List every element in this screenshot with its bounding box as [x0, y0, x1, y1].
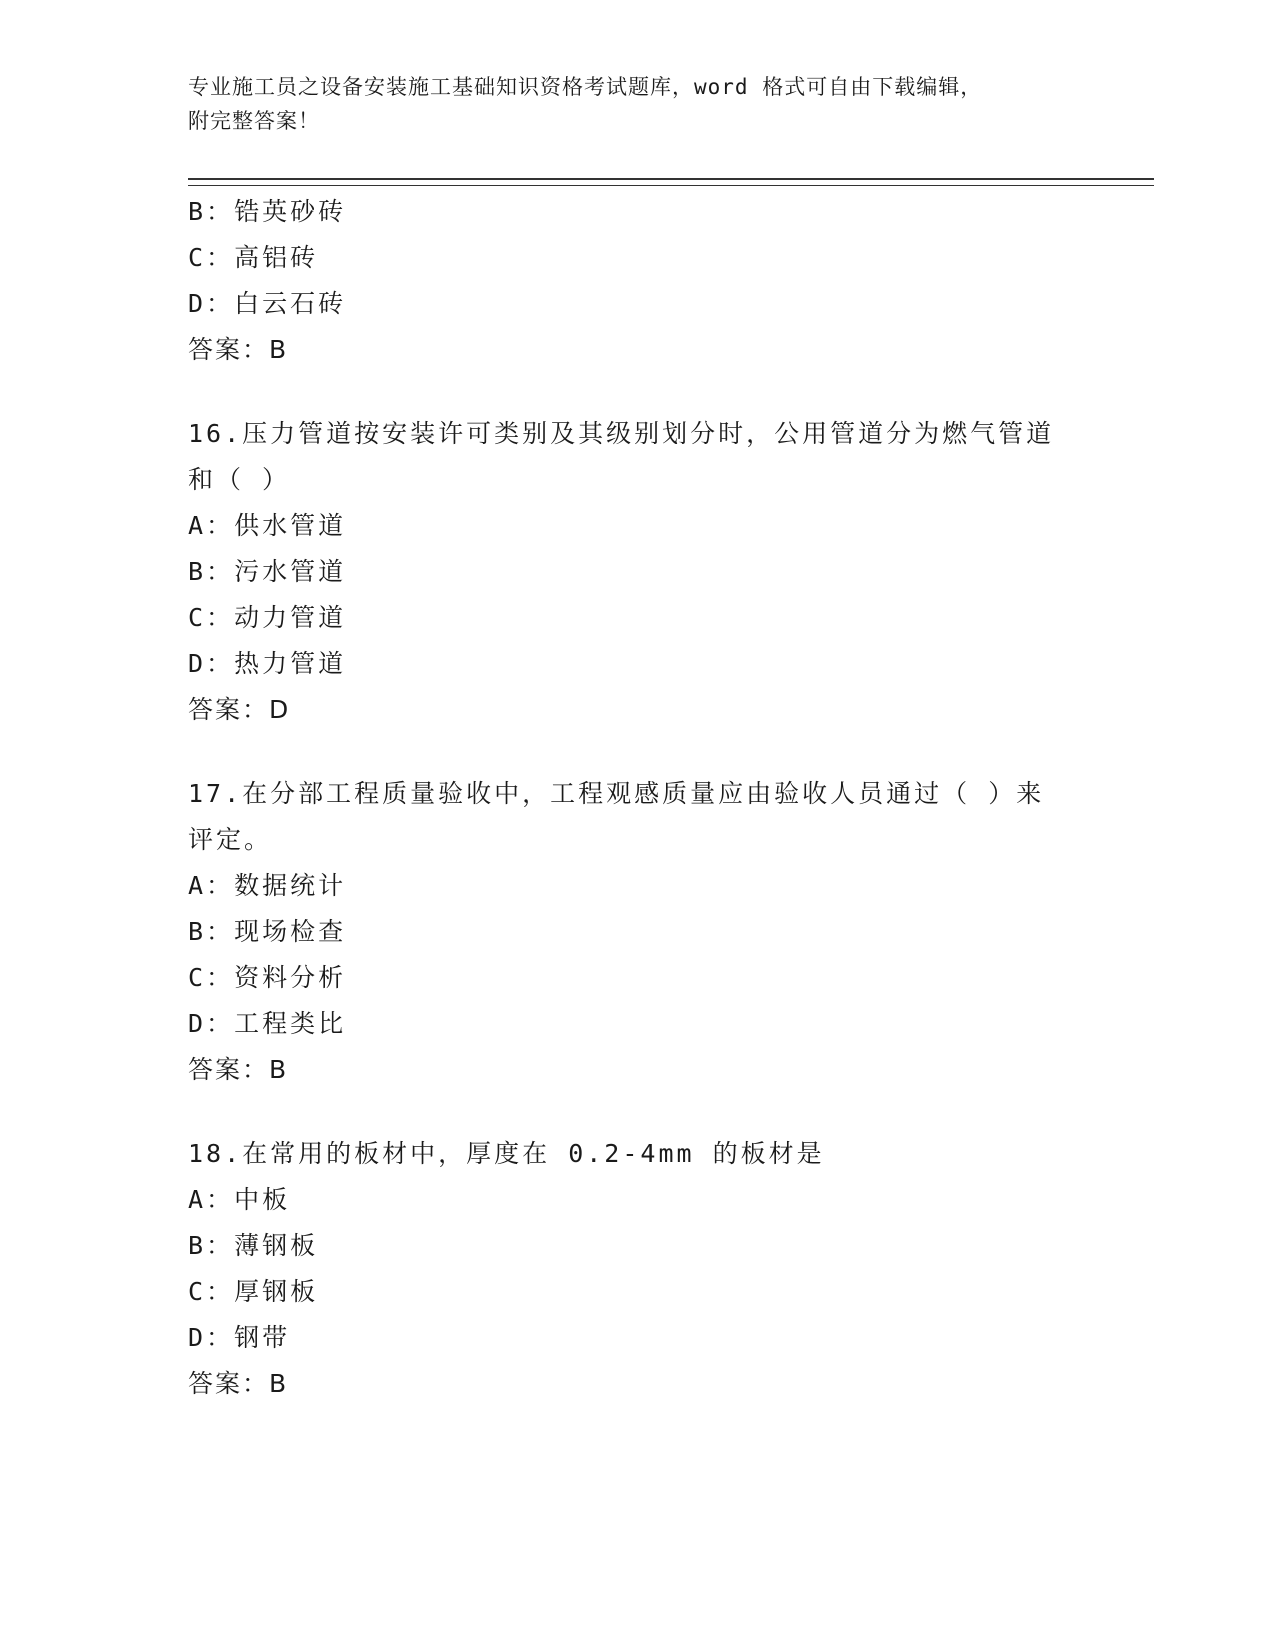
- option-label: D：: [188, 1323, 235, 1352]
- option-label: B：: [188, 197, 235, 226]
- question-block-17: [188, 771, 1088, 1093]
- question-stem: 18.在常用的板材中，厚度在 0.2-4mm 的板材是: [188, 1139, 825, 1168]
- option-text: 热力管道: [234, 649, 347, 678]
- option-label: B：: [188, 557, 235, 586]
- option-text: 供水管道: [234, 511, 347, 540]
- spacer: [188, 373, 1088, 411]
- spacer: [188, 1093, 1088, 1131]
- option-a: [188, 863, 1088, 909]
- option-d: [188, 1315, 1088, 1361]
- option-label: D：: [188, 1009, 235, 1038]
- option-text: 现场检查: [234, 917, 347, 946]
- question-stem-continued: 评定。: [188, 825, 273, 854]
- answer: 答案：D: [188, 695, 291, 724]
- option-text: 资料分析: [234, 963, 347, 992]
- header-text-line-1: 专业施工员之设备安装施工基础知识资格考试题库，word 格式可自由下载编辑，: [188, 75, 983, 99]
- option-text: 白云石砖: [234, 289, 347, 318]
- option-b: [188, 189, 1088, 235]
- option-b: [188, 549, 1088, 595]
- question-block-18: [188, 1131, 1088, 1407]
- option-text: 动力管道: [234, 603, 347, 632]
- option-a: [188, 1177, 1088, 1223]
- option-label: C：: [188, 1277, 235, 1306]
- option-text: 钢带: [234, 1323, 291, 1352]
- option-d: [188, 641, 1088, 687]
- option-label: D：: [188, 289, 235, 318]
- answer: 答案：B: [188, 1369, 289, 1398]
- option-label: B：: [188, 1231, 235, 1260]
- option-a: [188, 503, 1088, 549]
- option-b: [188, 909, 1088, 955]
- option-text: 厚钢板: [234, 1277, 319, 1306]
- question-list: [188, 189, 1088, 1407]
- option-label: C：: [188, 243, 235, 272]
- spacer: [188, 733, 1088, 771]
- answer: 答案：B: [188, 1055, 289, 1084]
- option-text: 污水管道: [234, 557, 347, 586]
- option-text: 数据统计: [234, 871, 347, 900]
- option-c: [188, 595, 1088, 641]
- option-c: [188, 235, 1088, 281]
- question-block-16: [188, 411, 1088, 733]
- page-header: [188, 70, 1088, 138]
- option-d: [188, 1001, 1088, 1047]
- option-label: B：: [188, 917, 235, 946]
- question-stem-continued: 和（ ）: [188, 465, 291, 494]
- header-divider: [188, 178, 1154, 186]
- option-d: [188, 281, 1088, 327]
- option-c: [188, 1269, 1088, 1315]
- answer: 答案：B: [188, 335, 289, 364]
- option-label: A：: [188, 511, 235, 540]
- option-label: D：: [188, 649, 235, 678]
- option-text: 薄钢板: [234, 1231, 319, 1260]
- option-b: [188, 1223, 1088, 1269]
- option-text: 工程类比: [234, 1009, 347, 1038]
- option-c: [188, 955, 1088, 1001]
- header-text-line-2: 附完整答案！: [188, 109, 320, 133]
- option-text: 高铝砖: [234, 243, 319, 272]
- option-label: C：: [188, 963, 235, 992]
- option-label: A：: [188, 1185, 235, 1214]
- question-stem: 17.在分部工程质量验收中，工程观感质量应由验收人员通过（ ）来: [188, 779, 1045, 808]
- option-label: A：: [188, 871, 235, 900]
- question-stem: 16.压力管道按安装许可类别及其级别划分时，公用管道分为燃气管道: [188, 419, 1055, 448]
- option-text: 中板: [234, 1185, 291, 1214]
- question-block-15: [188, 189, 1088, 373]
- option-text: 锆英砂砖: [234, 197, 347, 226]
- option-label: C：: [188, 603, 235, 632]
